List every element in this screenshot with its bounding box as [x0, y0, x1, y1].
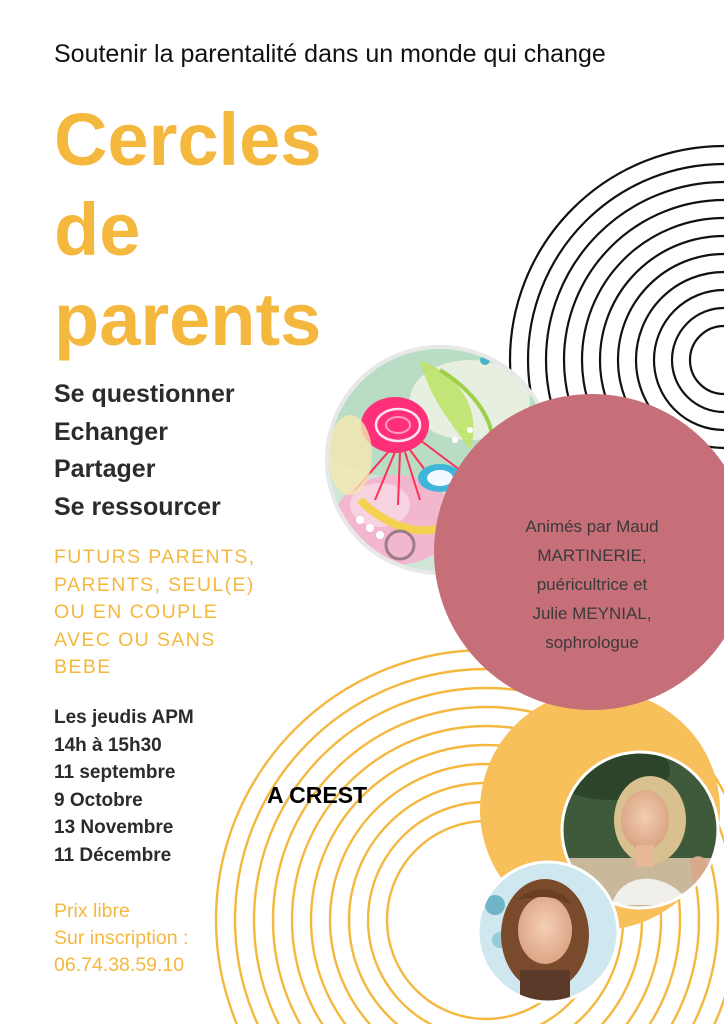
hosts-line: puéricultrice et	[536, 575, 648, 594]
schedule-block	[54, 704, 194, 869]
audience-line: AVEC OU SANS	[54, 628, 216, 651]
hosts-line: Animés par Maud	[525, 517, 659, 536]
phone-number: 06.74.38.59.10	[54, 954, 185, 976]
schedule-line: 13 Novembre	[54, 817, 174, 838]
schedule-line: Les jeudis APM	[54, 707, 194, 728]
hosts-line: MARTINERIE,	[537, 546, 647, 565]
activity-item: Se ressourcer	[54, 492, 221, 521]
title-line-3: parents	[54, 278, 322, 361]
audience-line: FUTURS PARENTS,	[54, 546, 256, 568]
audience-line: PARENTS, SEUL(E)	[54, 573, 255, 596]
audience-block	[54, 544, 256, 682]
hosts-block	[486, 512, 698, 657]
activity-list	[54, 376, 235, 526]
hosts-line: Julie MEYNIAL,	[532, 604, 652, 623]
price-block	[54, 898, 188, 979]
title-line-2: de	[54, 188, 141, 271]
price-line: Sur inscription :	[54, 927, 189, 949]
activity-item: Se questionner	[54, 380, 235, 408]
schedule-line: 14h à 15h30	[54, 734, 162, 756]
title-line-1: Cercles	[54, 98, 322, 181]
price-line: Prix libre	[54, 900, 130, 922]
audience-line: BEBE	[54, 656, 112, 678]
hosts-line: sophrologue	[545, 633, 639, 652]
activity-item: Partager	[54, 455, 156, 483]
schedule-line: 11 Décembre	[54, 844, 172, 866]
location-label: A CREST	[267, 782, 368, 808]
schedule-line: 11 septembre	[54, 762, 176, 783]
activity-item: Echanger	[54, 417, 168, 446]
tagline: Soutenir la parentalité dans un monde qui change	[54, 40, 606, 68]
schedule-line: 9 Octobre	[54, 789, 143, 811]
audience-line: OU EN COUPLE	[54, 601, 219, 623]
